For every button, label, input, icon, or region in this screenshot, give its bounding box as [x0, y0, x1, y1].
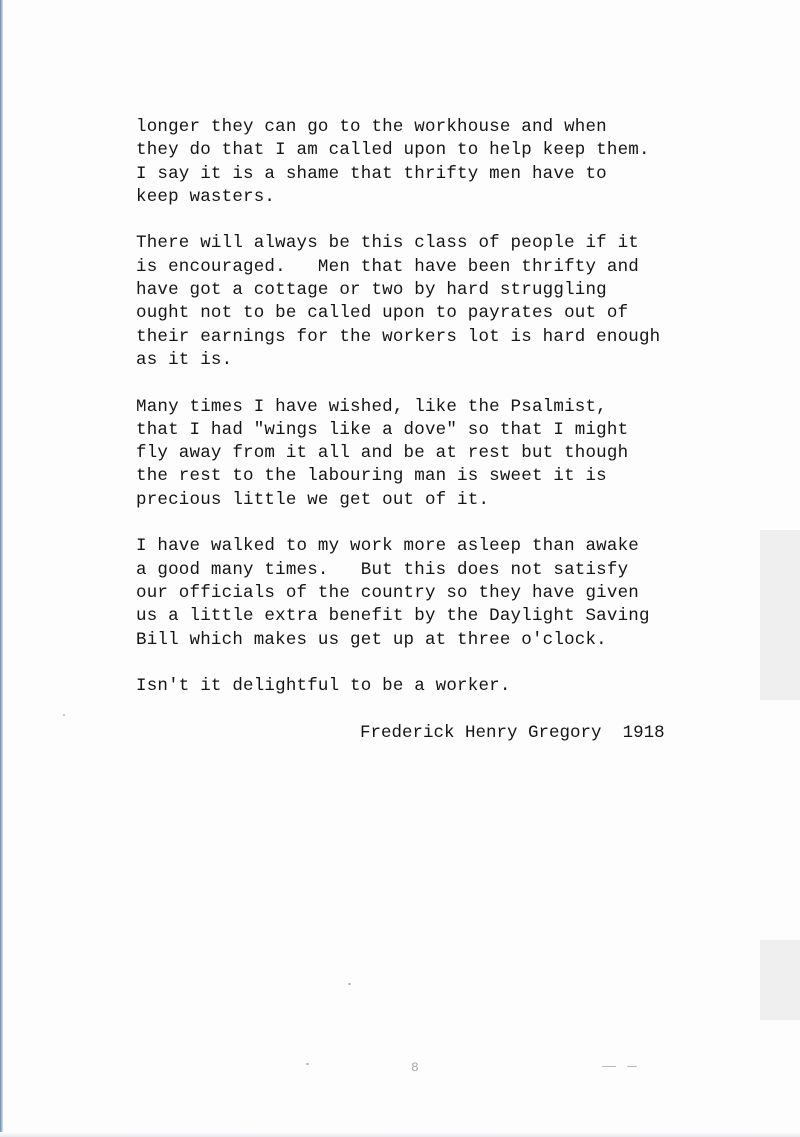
- page-number: 8: [411, 1060, 419, 1075]
- text-line: Isn't it delightful to be a worker.: [136, 676, 511, 697]
- text-line: a good many times. But this does not satisfy: [136, 559, 629, 580]
- text-line: I have walked to my work more asleep than awake: [136, 536, 639, 557]
- text-line: Many times I have wished, like the Psalmist,: [136, 396, 607, 417]
- text-line: keep wasters.: [136, 186, 276, 207]
- show-through-mark: [760, 530, 800, 700]
- paragraph: [136, 535, 736, 651]
- text-line: us a little extra benefit by the Daylight Saving: [136, 606, 650, 627]
- text-line: There will always be this class of people if it: [136, 233, 639, 254]
- text-line: as it is.: [136, 349, 233, 370]
- paragraph: [136, 232, 736, 372]
- text-line: longer they can go to the workhouse and when: [136, 117, 607, 137]
- text-line: that I had "wings like a dove" so that I might: [136, 419, 629, 440]
- author-name: Frederick Henry Gregory: [360, 723, 602, 743]
- paragraph: [136, 675, 736, 698]
- text-line: they do that I am called upon to help keep them.: [136, 140, 650, 161]
- show-through-mark: [760, 940, 800, 1020]
- signature-line: [360, 723, 665, 743]
- text-line: our officials of the country so they have given: [136, 582, 639, 603]
- text-line: precious little we get out of it.: [136, 489, 490, 510]
- page-left-edge: [0, 0, 3, 1137]
- text-line: their earnings for the workers lot is hard enough: [136, 326, 661, 347]
- scan-speck: [63, 714, 65, 716]
- scan-speck: [627, 1066, 637, 1067]
- scan-speck: [306, 1063, 309, 1065]
- text-line: Bill which makes us get up at three o'clock.: [136, 629, 607, 650]
- paragraph: [136, 396, 736, 512]
- text-line: is encouraged. Men that have been thrifty and: [136, 256, 639, 277]
- text-line: ought not to be called upon to payrates out of: [136, 303, 629, 324]
- paragraph: [136, 116, 736, 209]
- signature-year: 1918: [622, 723, 665, 743]
- scan-speck: [602, 1066, 616, 1067]
- text-line: the rest to the labouring man is sweet it is: [136, 466, 607, 487]
- text-line: have got a cottage or two by hard struggling: [136, 280, 607, 301]
- text-line: fly away from it all and be at rest but though: [136, 443, 629, 464]
- text-line: I say it is a shame that thrifty men have to: [136, 163, 607, 184]
- scan-speck: [348, 983, 351, 985]
- typed-text-body: [136, 116, 736, 722]
- page-bottom-edge: [0, 1132, 800, 1137]
